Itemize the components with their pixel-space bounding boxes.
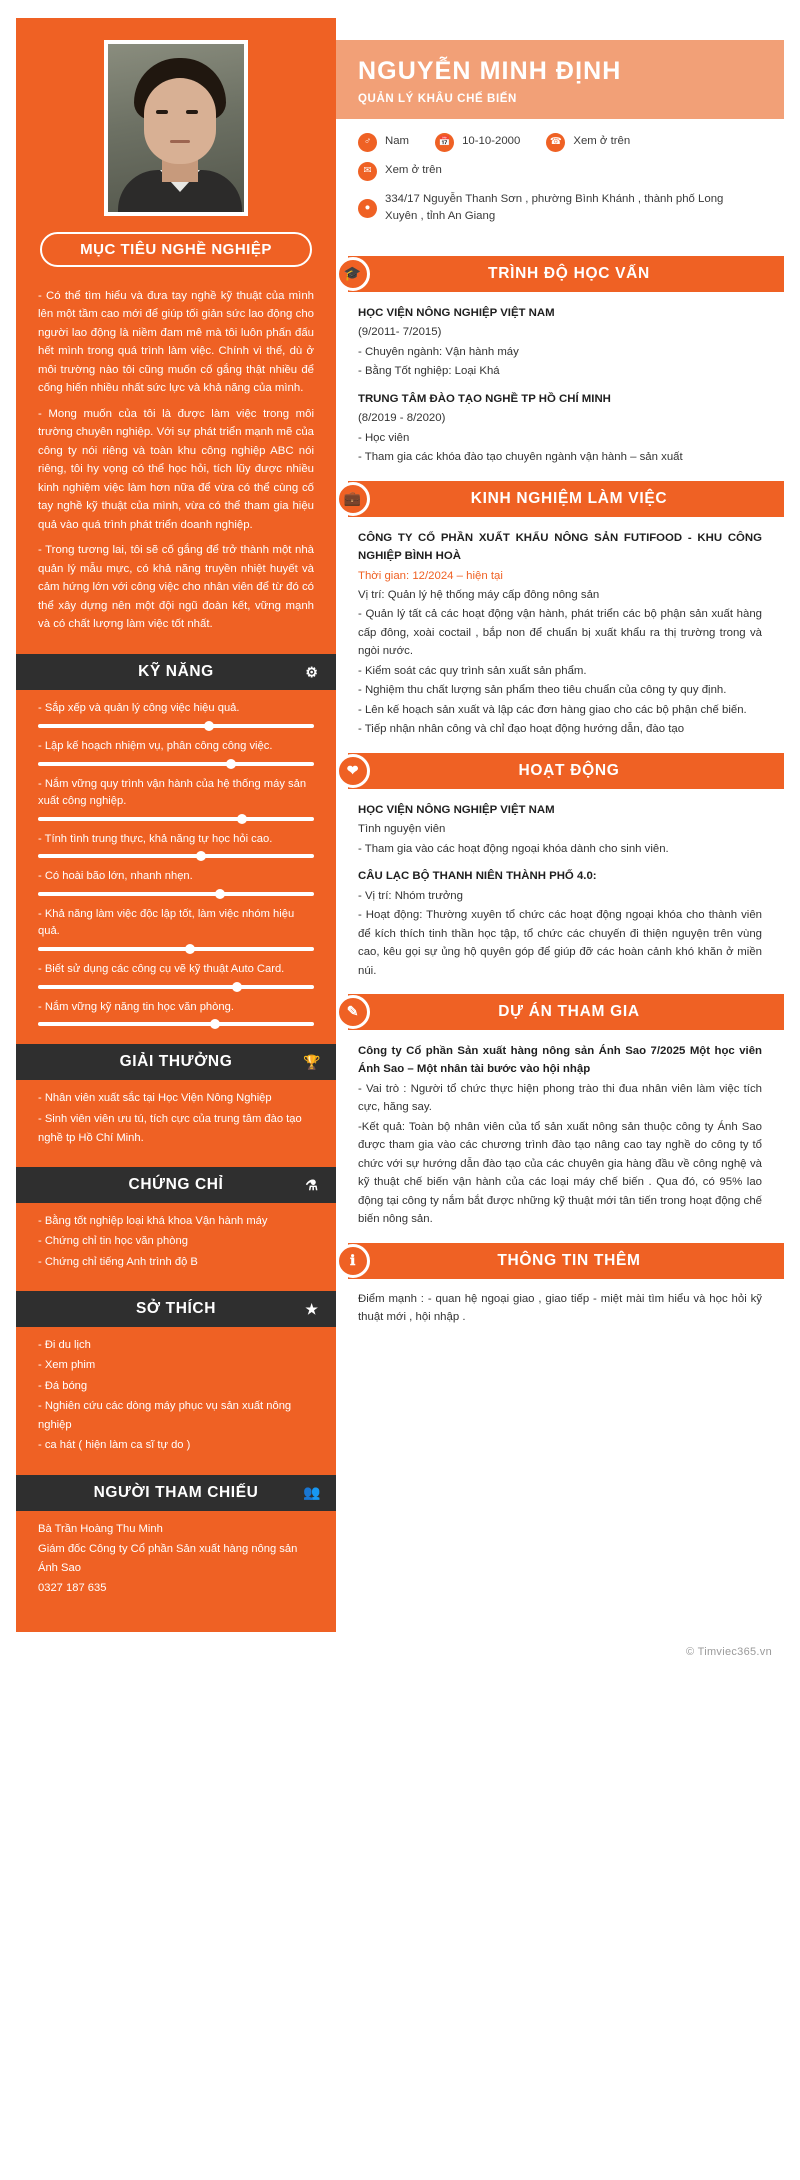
extra-body: [336, 1279, 784, 1329]
skill-bar: [38, 762, 314, 766]
section-title-experience: KINH NGHIỆM LÀM VIỆC: [470, 489, 668, 507]
cv-layout: [16, 18, 784, 1632]
skill-label: - Lập kế hoạch nhiệm vụ, phân công công việc.: [38, 740, 273, 753]
section-title-objective: MỤC TIÊU NGHỀ NGHIỆP: [40, 232, 312, 267]
contact-block: [336, 119, 784, 244]
skill-bar: [38, 985, 314, 989]
list-item: - ca hát ( hiện làm ca sĩ tự do ): [38, 1439, 191, 1452]
location-icon: ●: [358, 199, 377, 218]
education-body: [336, 292, 784, 469]
section-header-references: [16, 1475, 336, 1511]
extra-line: Điểm mạnh : - quan hệ ngoại giao , giao tiếp - miệt mài tìm hiểu và học hỏi kỹ thuật mới , hội nhập .: [358, 1292, 762, 1324]
contact-row: [358, 133, 762, 152]
star-icon: ★: [305, 1300, 319, 1317]
list-item: - Nhân viên xuất sắc tại Học Viện Nông Nghiệp: [38, 1092, 272, 1105]
right-column: [336, 18, 784, 1632]
skill-bar: [38, 724, 314, 728]
skill-bar: [38, 947, 314, 951]
awards-list: [16, 1080, 336, 1153]
info-icon: ℹ: [336, 1244, 370, 1278]
avatar-wrap: [16, 18, 336, 226]
gear-icon: ⚙: [305, 663, 319, 680]
project-line: - Vai trò : Người tổ chức thực hiện phong trào thi đua nhân viên làm việc tích cực, hăng say.: [358, 1082, 762, 1114]
experience-time: Thời gian: 12/2024 – hiện tại: [358, 569, 503, 582]
activity-org: CÂU LẠC BỘ THANH NIÊN THÀNH PHỐ 4.0:: [358, 870, 597, 883]
list-item: Bà Trần Hoàng Thu Minh: [38, 1522, 163, 1535]
briefcase-icon: 💼: [336, 482, 370, 516]
certificate-icon: ⚗: [305, 1176, 319, 1193]
education-line: - Chuyên ngành: Vận hành máy: [358, 345, 519, 358]
skill-bar: [38, 854, 314, 858]
project-name: Công ty Cổ phần Sản xuất hàng nông sản Ánh Sao 7/2025 Một học viên Ánh Sao – Một nhân tài bước vào hội nhập: [358, 1044, 762, 1076]
skill-label: - Có hoài bão lớn, nhanh nhẹn.: [38, 870, 193, 883]
skill-label: - Sắp xếp và quản lý công việc hiệu quả.: [38, 702, 240, 715]
list-item: Giám đốc Công ty Cổ phần Sản xuất hàng nông sản Ánh Sao: [38, 1542, 298, 1575]
section-title-certificates: CHỨNG CHỈ: [128, 1176, 224, 1194]
skills-list: [16, 700, 336, 1026]
list-item: - Đi du lịch: [38, 1339, 91, 1351]
skill-bar: [38, 892, 314, 896]
experience-line: - Nghiệm thu chất lượng sản phẩm theo tiêu chuẩn của công ty quy định.: [358, 684, 727, 697]
objective-paragraph: - Mong muốn của tôi là được làm việc trong môi trường chuyên nghiệp. Với sự phát triển mạnh mẽ của công ty nói riêng và toàn khu công nghiệp ABC nói riêng, tôi hy vọng có thể học hỏi, tích lũy được nhiều kinh nghiệm việc làm hơn nữa để vừa có thể cùng cố tay nghề kỹ thuật của mình, vừa có thể tham gia hiệu quả vào quá trình phát triển doanh nghiệp.: [38, 407, 314, 531]
section-title-skills: KỸ NĂNG: [138, 663, 214, 681]
school-period: (9/2011- 7/2015): [358, 326, 442, 339]
activity-line: Tình nguyện viên: [358, 823, 446, 836]
section-title-extra: THÔNG TIN THÊM: [497, 1251, 641, 1269]
skill-label: - Nắm vững quy trình vận hành của hệ thống máy sản xuất công nghiệp.: [38, 778, 307, 807]
education-line: - Học viên: [358, 431, 410, 444]
phone-icon: ☎: [546, 133, 565, 152]
section-title-awards: GIẢI THƯỞNG: [119, 1053, 233, 1071]
section-title-activities: HOẠT ĐỘNG: [518, 761, 620, 779]
activities-body: [336, 789, 784, 982]
name-band: [336, 40, 784, 119]
section-header-awards: [16, 1044, 336, 1080]
page-title: NGUYỄN MINH ĐỊNH: [358, 57, 622, 85]
section-experience: [336, 481, 784, 741]
mail-icon: ✉: [358, 162, 377, 181]
list-item: - Chứng chỉ tiếng Anh trình độ B: [38, 1255, 198, 1268]
experience-body: [336, 517, 784, 741]
section-title-hobbies: SỞ THÍCH: [135, 1300, 217, 1317]
activity-icon: ❤: [336, 754, 370, 788]
footer-watermark: © Timviec365.vn: [686, 1645, 772, 1658]
school-period: (8/2019 - 8/2020): [358, 412, 446, 425]
list-item: - Xem phim: [38, 1359, 96, 1372]
company-name: CÔNG TY CỔ PHẦN XUẤT KHẨU NÔNG SẢN FUTIFOOD - KHU CÔNG NGHIỆP BÌNH HOÀ: [358, 531, 762, 563]
school-name: TRUNG TÂM ĐÀO TẠO NGHỀ TP HỒ CHÍ MINH: [358, 392, 611, 405]
activity-line: - Tham gia vào các hoạt động ngoại khóa dành cho sinh viên.: [358, 842, 669, 855]
list-item: - Bằng tốt nghiệp loại khá khoa Vận hành máy: [38, 1215, 268, 1228]
experience-line: - Lên kế hoạch sản xuất và lập các đơn hàng giao cho các bộ phận chế biến.: [358, 703, 747, 716]
people-icon: 👥: [302, 1484, 322, 1501]
section-title-projects: DỰ ÁN THAM GIA: [498, 1002, 640, 1020]
section-education: [336, 256, 784, 469]
section-header-activities: [348, 753, 784, 789]
section-header-experience: [343, 481, 784, 517]
section-header-extra: [348, 1243, 784, 1279]
section-header-education: [343, 256, 784, 292]
skill-bar: [38, 1022, 314, 1026]
section-extra: [336, 1243, 784, 1329]
contact-phone-text: Xem ở trên: [573, 135, 631, 148]
contact-address-text: 334/17 Nguyễn Thanh Sơn , phường Bình Khánh , thành phố Long Xuyên , tỉnh An Giang: [385, 192, 724, 223]
experience-line: - Quản lý tất cả các hoạt động vận hành, phát triển các bộ phận sản xuất hàng cấp đông, xoài coctail , bắp non để chuẩn bị xuất khẩu ra thị trường trong và ngòi nước.: [358, 608, 762, 658]
experience-line: - Kiểm soát các quy trình sản xuất sản phẩm.: [358, 664, 587, 677]
contact-gender-text: Nam: [385, 135, 410, 148]
contact-email: [358, 162, 442, 181]
activity-org: HỌC VIỆN NÔNG NGHIỆP VIỆT NAM: [358, 803, 555, 816]
list-item: - Đá bóng: [38, 1379, 88, 1392]
objective-paragraph: - Có thể tìm hiểu và đưa tay nghề kỹ thuật của mình lên một tầm cao mới để giúp tối giản sức lao động cho người lao động là niềm đam mê mà tôi luôn phấn đấu hết mình trong quá trình làm việc. Chính vì thế, dù ở môi trường nào tôi cũng muốn cố gắng thật nhiều để cống hiến nhiều nhất sức lực và khả năng của mình.: [38, 290, 314, 395]
contact-row: [358, 191, 762, 226]
contact-row: [358, 162, 762, 181]
contact-address: [358, 191, 736, 226]
list-item: - Sinh viên viên ưu tú, tích cực của trung tâm đào tạo nghề tp Hồ Chí Minh.: [38, 1112, 302, 1144]
list-item: - Chứng chỉ tin học văn phòng: [38, 1235, 188, 1248]
skill-label: - Biết sử dụng các công cụ vẽ kỹ thuật Auto Card.: [38, 962, 285, 975]
avatar: [104, 40, 248, 216]
project-icon: ✎: [336, 995, 370, 1029]
skill-bar: [38, 817, 314, 821]
gender-icon: ♂: [358, 133, 377, 152]
objective-paragraph: - Trong tương lai, tôi sẽ cố gắng để trở thành một nhà quản lý mẫu mực, có khả năng truyền nhiệt huyết và cảm hứng lớn với công việc cho nhân viên để từ đó có thể xây dựng nên một đội ngũ đoàn kết, vững mạnh và có chất lượng làm việc tốt nhất.: [38, 544, 314, 630]
contact-birthday-text: 10-10-2000: [462, 135, 521, 148]
section-title-references: NGƯỜI THAM CHIẾU: [93, 1483, 259, 1501]
trophy-icon: 🏆: [302, 1053, 322, 1070]
left-column: [16, 18, 336, 1632]
section-header-projects: [348, 994, 784, 1030]
contact-gender: [358, 133, 409, 152]
section-header-hobbies: [16, 1291, 336, 1327]
hobbies-list: [16, 1327, 336, 1461]
references-list: [16, 1511, 336, 1604]
projects-body: [336, 1030, 784, 1231]
section-header-skills: [16, 654, 336, 690]
experience-line: - Tiếp nhận nhân công và chỉ đạo hoạt động hướng dẫn, đào tạo: [358, 723, 685, 736]
objective-body: [16, 277, 336, 644]
skill-label: - Nắm vững kỹ năng tin học văn phòng.: [38, 1000, 234, 1013]
project-line: -Kết quả: Toàn bộ nhân viên của tổ sản xuất nông sản thuộc công ty Ánh Sao được tham gia vào các chương trình đào tạo nâng cao tay nghề do công ty tổ chức với sự hướng dẫn đào tạo của các chuyên gia hàng đầu về công nghệ và kỹ thuật chế biến vận hành của các loại máy chế biến . Qua đó, có 95% lao động tại công ty nắm bắt được những kỹ thuật mới tân tiến trong hoạt động chế biến nông sản.: [358, 1120, 762, 1226]
contact-phone: [546, 133, 630, 152]
list-item: 0327 187 635: [38, 1582, 107, 1595]
experience-position: Vị trí: Quản lý hệ thống máy cấp đông nông sản: [358, 589, 600, 601]
activity-line: - Hoạt động: Thường xuyên tổ chức các hoạt động ngoại khóa cho thành viên để kích thích tinh thần học tập, tổ chức các chuyến đi thiện nguyện trên vùng cao, kêu gọi sự ủng hộ quyên góp để giúp đỡ các hoàn cảnh khó khăn ở miền núi.: [358, 909, 762, 977]
list-item: - Nghiên cứu các dòng máy phục vụ sản xuất nông nghiệp: [38, 1399, 292, 1432]
section-title-education: TRÌNH ĐỘ HỌC VẤN: [488, 264, 650, 282]
skill-label: - Khả năng làm việc độc lập tốt, làm việc nhóm hiệu quả.: [38, 908, 295, 938]
job-role: QUẢN LÝ KHÂU CHẾ BIẾN: [358, 92, 517, 105]
certificates-list: [16, 1203, 336, 1277]
calendar-icon: 📅: [435, 133, 454, 152]
contact-birthday: [435, 133, 520, 152]
section-activities: [336, 753, 784, 982]
contact-email-text: Xem ở trên: [385, 164, 442, 177]
graduation-icon: 🎓: [336, 257, 370, 291]
skill-label: - Tính tình trung thực, khả năng tự học hỏi cao.: [38, 832, 273, 845]
education-line: - Bằng Tốt nghiệp: Loại Khá: [358, 365, 500, 378]
section-projects: [336, 994, 784, 1231]
section-header-certificates: [16, 1167, 336, 1203]
activity-line: - Vị trí: Nhóm trưởng: [358, 889, 463, 902]
education-line: - Tham gia các khóa đào tạo chuyên ngành vận hành – sản xuất: [358, 451, 683, 464]
school-name: HỌC VIỆN NÔNG NGHIỆP VIỆT NAM: [358, 306, 555, 319]
